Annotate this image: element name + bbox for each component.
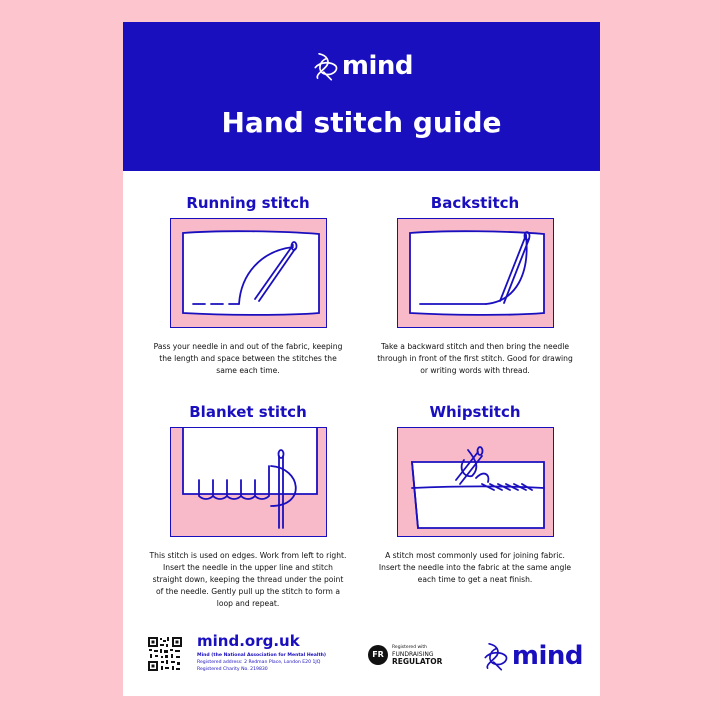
blanket-stitch-illustration [170, 427, 327, 537]
header-banner [123, 22, 600, 171]
qr-code-icon [147, 636, 183, 672]
running-stitch-description: Pass your needle in and out of the fabric, keeping the length and space between the stitches the same each time. [153, 342, 343, 375]
running-stitch-illustration [170, 218, 327, 328]
footer-org-name: Mind (the National Association for Mental Health) [197, 653, 327, 658]
fr-line-2: FUNDRAISING [392, 651, 434, 658]
backstitch-heading: Backstitch [430, 194, 520, 212]
page-title: Hand stitch guide [221, 106, 502, 139]
mind-logo-icon [483, 636, 509, 676]
fundraising-regulator-icon: FR [368, 645, 388, 665]
mind-logo-footer [483, 634, 583, 678]
whipstitch-description: A stitch most commonly used for joining fabric. Insert the needle into the fabric at the same angle each time to get a neat finish. [378, 551, 572, 584]
mind-logo-icon [313, 46, 339, 86]
logo-wordmark: mind [341, 51, 413, 81]
running-stitch-heading: Running stitch [186, 194, 310, 212]
footer-charity-no: Registered Charity No. 219830 [197, 667, 268, 672]
backstitch-description: Take a backward stitch and then bring the needle through in front of the first stitch. Good for drawing or writing words with thread. [377, 342, 573, 375]
fundraising-regulator-badge [368, 644, 442, 665]
fundraising-regulator-text [392, 644, 442, 665]
fr-line-3: REGULATOR [392, 657, 443, 666]
footer-url[interactable]: mind.org.uk [197, 632, 300, 650]
whipstitch-heading: Whipstitch [429, 403, 521, 421]
mind-logo [313, 44, 413, 88]
whipstitch-illustration [397, 427, 554, 537]
blanket-stitch-description: This stitch is used on edges. Work from left to right. Insert the needle in the upper line and stitch straight down, keeping the thread under the point of the needle. Gently pull up the stitch to form a loop and repeat. [149, 551, 347, 608]
backstitch-illustration [397, 218, 554, 328]
footer-address: Registered address: 2 Redman Place, London E20 1JQ [197, 660, 321, 665]
fr-line-1: Registered with [392, 645, 428, 650]
poster [123, 22, 600, 696]
logo-wordmark-footer: mind [511, 641, 583, 671]
blanket-stitch-heading: Blanket stitch [189, 403, 307, 421]
